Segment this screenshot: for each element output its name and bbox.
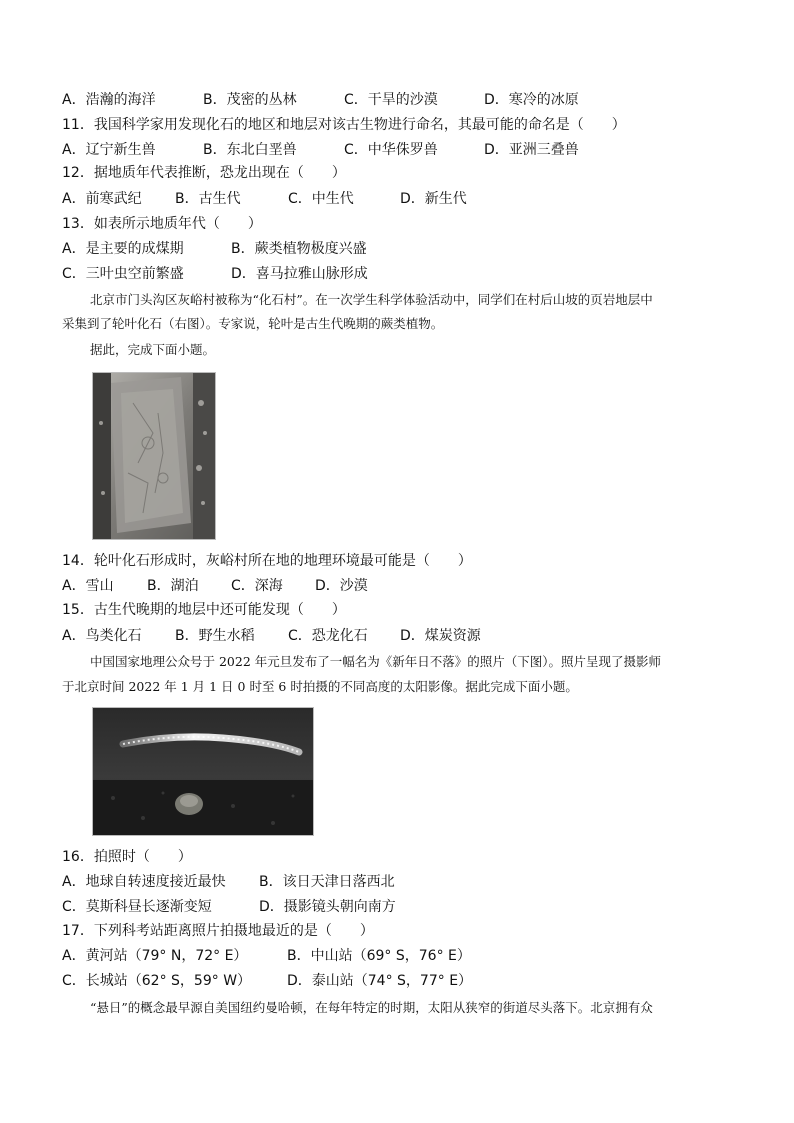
passage1-line2: 采集到了轮叶化石（右图）。专家说，轮叶是古生代晚期的蕨类植物。 (62, 316, 444, 331)
q15-option-d: D．煤炭资源 (400, 628, 481, 644)
q12-option-d: D．新生代 (400, 191, 467, 207)
q11-option-d: D．亚洲三叠兽 (484, 142, 579, 158)
passage2-line2: 于北京时间 2022 年 1 月 1 日 0 时至 6 时拍摄的不同高度的太阳影像。据此完成下面小题。 (62, 679, 578, 694)
q16-option-b: B．该日天津日落西北 (259, 874, 395, 890)
q10-option-d: D．寒冷的冰原 (484, 92, 579, 108)
q16-stem: 16．拍照时（ ） (62, 849, 192, 865)
passage1-line3: 据此，完成下面小题。 (90, 342, 216, 357)
q14-stem: 14．轮叶化石形成时，灰峪村所在地的地理环境最可能是（ ） (62, 553, 472, 569)
q14-option-b: B．湖泊 (147, 578, 199, 594)
q15-option-a: A．鸟类化石 (62, 628, 142, 644)
q11-stem: 11．我国科学家用发现化石的地区和地层对该古生物进行命名，其最可能的命名是（ ） (62, 117, 626, 133)
q10-option-c: C．干旱的沙漠 (344, 92, 438, 108)
q16-option-d: D．摄影镜头朝向南方 (259, 899, 396, 915)
fossil-photo (92, 372, 216, 540)
q10-option-a: A．浩瀚的海洋 (62, 92, 156, 108)
q13-option-b: B．蕨类植物极度兴盛 (231, 241, 367, 257)
passage2-line1: 中国国家地理公众号于 2022 年元旦发布了一幅名为《新年日不落》的照片（下图）。照片呈现了摄影师 (90, 654, 662, 669)
q12-option-b: B．古生代 (175, 191, 241, 207)
q11-option-c: C．中华侏罗兽 (344, 142, 438, 158)
q16-option-c: C．莫斯科昼长逐渐变短 (62, 899, 212, 915)
q11-option-a: A．辽宁新生兽 (62, 142, 156, 158)
passage1-line1: 北京市门头沟区灰峪村被称为“化石村”。在一次学生科学体验活动中，同学们在村后山坡的页岩地层中 (90, 292, 653, 307)
q10-option-b: B．茂密的丛林 (203, 92, 297, 108)
q13-option-d: D．喜马拉雅山脉形成 (231, 266, 368, 282)
midnight-sun-photo (92, 707, 314, 836)
passage3-line1: “悬日”的概念最早源自美国纽约曼哈顿，在每年特定的时期，太阳从狭窄的街道尽头落下。北京拥有众 (90, 1000, 653, 1015)
q14-option-c: C．深海 (231, 578, 283, 594)
q11-option-b: B．东北白垩兽 (203, 142, 297, 158)
q17-option-d: D．泰山站（74° S，77° E） (287, 973, 473, 989)
q14-option-a: A．雪山 (62, 578, 114, 594)
q12-option-c: C．中生代 (288, 191, 354, 207)
q14-option-d: D．沙漠 (315, 578, 368, 594)
q17-option-c: C．长城站（62° S，59° W） (62, 973, 252, 989)
q13-option-a: A．是主要的成煤期 (62, 241, 184, 257)
q17-stem: 17．下列科考站距离照片拍摄地最近的是（ ） (62, 923, 374, 939)
q17-option-a: A．黄河站（79° N，72° E） (62, 948, 248, 964)
q15-option-b: B．野生水稻 (175, 628, 255, 644)
q16-option-a: A．地球自转速度接近最快 (62, 874, 226, 890)
q13-stem: 13．如表所示地质年代（ ） (62, 216, 262, 232)
q17-option-b: B．中山站（69° S，76° E） (287, 948, 471, 964)
q13-option-c: C．三叶虫空前繁盛 (62, 266, 184, 282)
q15-option-c: C．恐龙化石 (288, 628, 368, 644)
q12-option-a: A．前寒武纪 (62, 191, 142, 207)
q12-stem: 12．据地质年代表推断，恐龙出现在（ ） (62, 165, 346, 181)
q15-stem: 15．古生代晚期的地层中还可能发现（ ） (62, 602, 346, 618)
